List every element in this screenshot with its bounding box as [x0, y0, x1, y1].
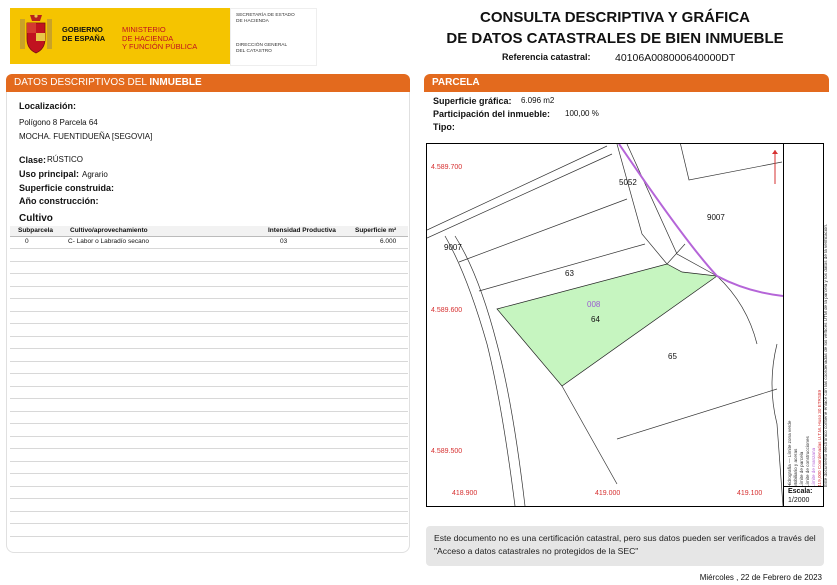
y-label-1: 4.589.700 [431, 164, 463, 171]
gov-line2: DE ESPAÑA [62, 33, 106, 43]
row-cultivo: C- Labor o Labradío secano [68, 238, 149, 245]
legend-limite-parcela: Límite de parcela [799, 451, 804, 487]
legend-text: Hidrografía — Límite zona verde Mobiliario y aceras Límite de parcela Límite de construcciones Límite de manzana 419,000 Coordenadas U.T.M. Huso 30 ETRS89 Este documento electrónico contiene enlace con las coordenadas de los vértices UTM de la parcela y los datos de la verificación. [787, 223, 828, 487]
anio-construccion-label: Año construcción: [19, 196, 99, 206]
participacion-value: 100,00 % [565, 109, 599, 118]
gov-line1: GOBIERNO [62, 25, 103, 34]
legend-mobiliario: Mobiliario y aceras [793, 448, 798, 487]
parcel-label-9007-b: 9007 [444, 243, 462, 252]
parcel-map[interactable] [426, 143, 824, 507]
table-rule [10, 461, 408, 462]
table-row [10, 237, 408, 247]
table-rule [10, 448, 408, 449]
legend-limite-manzana: Límite de manzana [811, 447, 816, 487]
clase-value: RÚSTICO [47, 155, 83, 164]
col-subparcela: Subparcela [18, 227, 54, 234]
table-rule [10, 436, 408, 437]
ministry-line1: MINISTERIO [122, 25, 166, 34]
table-rule [10, 348, 408, 349]
table-rule [10, 373, 408, 374]
coat-of-arms-icon [18, 13, 54, 57]
parcel-map-svg [427, 144, 823, 506]
legend-zona-verde: Límite zona verde [787, 420, 792, 458]
table-rule [10, 261, 408, 262]
section-title-prefix: DATOS DESCRIPTIVOS DEL [14, 77, 150, 88]
cultivo-title: Cultivo [19, 213, 53, 224]
table-rule [10, 298, 408, 299]
table-rule [10, 286, 408, 287]
table-rule [10, 323, 408, 324]
section-title-strong: INMUEBLE [149, 77, 202, 88]
secretaria-line1: SECRETARÍA DE ESTADO [236, 13, 295, 18]
scale-label: Escala: [788, 488, 813, 495]
table-rule [10, 311, 408, 312]
parcel-label-65: 65 [668, 352, 677, 361]
direccion-line1: DIRECCIÓN GENERAL [236, 43, 288, 48]
table-rule [10, 386, 408, 387]
uso-label: Uso principal: [19, 169, 80, 179]
map-legend [783, 144, 828, 487]
parcel-64-area [497, 264, 717, 386]
cultivo-table [10, 226, 408, 247]
participacion-label: Participación del inmueble: [433, 109, 551, 119]
gov-label [62, 26, 122, 43]
y-label-3: 4.589.500 [431, 448, 463, 455]
ref-value: 40106A008000640000DT [615, 52, 736, 64]
legend-hidrografia: Hidrografía [787, 464, 792, 487]
row-intensidad: 03 [280, 238, 288, 245]
north-arrow-head-icon [772, 150, 778, 154]
parcel-label-9007-a: 9007 [707, 213, 725, 222]
x-label-2: 419.000 [595, 490, 621, 497]
legend-limite-construcciones: Límite de construcciones [805, 436, 810, 487]
table-rule [10, 398, 408, 399]
y-label-2: 4.589.600 [431, 307, 463, 314]
secretaria-label [236, 13, 311, 24]
parcel-label-64: 64 [591, 315, 600, 324]
table-rule [10, 273, 408, 274]
legend-rotated-wrap [787, 146, 828, 487]
direccion-label [236, 43, 311, 54]
parcel-label-008: 008 [587, 300, 601, 309]
clase-label: Clase: [19, 155, 47, 165]
table-rule [10, 423, 408, 424]
tipo-label: Tipo: [433, 122, 455, 132]
localizacion-line2: MOCHA. FUENTIDUEÑA [SEGOVIA] [19, 132, 153, 141]
cultivo-table-header [10, 226, 408, 237]
footer-date: Miércoles , 22 de Febrero de 2023 [699, 573, 822, 582]
table-rule [10, 486, 408, 487]
sup-grafica-value: 6.096 m2 [521, 96, 555, 105]
table-rule [10, 523, 408, 524]
legend-nota-doc: Este documento electrónico contiene enlace con las coordenadas de los vértices UTM de la parcela y los datos de la verificación. [823, 223, 828, 487]
col-cultivo: Cultivo/aprovechamiento [70, 227, 148, 234]
ministry-line3: Y FUNCIÓN PÚBLICA [122, 42, 198, 51]
parcel-label-5052: 5052 [619, 178, 637, 187]
ref-label: Referencia catastral: [502, 52, 591, 62]
page-title [420, 7, 810, 49]
secretaria-line2: DE HACIENDA [236, 18, 269, 24]
scale-box [783, 486, 823, 506]
localizacion-line1: Polígono 8 Parcela 64 [19, 118, 98, 127]
section-header-inmueble [6, 74, 410, 92]
table-rule [10, 511, 408, 512]
legend-coordenadas: 419,000 Coordenadas U.T.M. Huso 30 ETRS89 [817, 389, 822, 487]
table-rule [10, 411, 408, 412]
table-rule [10, 248, 408, 249]
ministry-line2: DE HACIENDA [122, 33, 174, 43]
superficie-construida-label: Superficie construida: [19, 183, 115, 193]
uso-value: Agrario [82, 170, 108, 179]
localizacion-label: Localización: [19, 101, 77, 111]
table-rule [10, 336, 408, 337]
row-superficie: 6.000 [380, 238, 397, 245]
table-rule [10, 498, 408, 499]
parcel-label-63: 63 [565, 269, 574, 278]
title-line1: CONSULTA DESCRIPTIVA Y GRÁFICA [479, 9, 750, 26]
title-line2: DE DATOS CATASTRALES DE BIEN INMUEBLE [446, 30, 784, 47]
row-subparcela: 0 [25, 238, 29, 245]
sup-grafica-label: Superficie gráfica: [433, 96, 512, 106]
x-label-1: 418.900 [452, 490, 478, 497]
section-header-parcela: PARCELA [424, 74, 829, 92]
table-rule [10, 361, 408, 362]
direccion-line2: DEL CATASTRO [236, 48, 272, 54]
table-rule [10, 473, 408, 474]
disclaimer-note: Este documento no es una certificación catastral, pero sus datos pueden ser verificados a través del "Acceso a datos catastrales no protegidos de la SEC" [426, 526, 824, 566]
scale-value: 1/2000 [788, 497, 810, 504]
table-rule [10, 536, 408, 537]
col-intensidad: Intensidad Productiva [268, 227, 336, 234]
col-superficie: Superficie m² [355, 227, 397, 234]
x-label-3: 419.100 [737, 490, 763, 497]
ministry-label [122, 26, 222, 52]
